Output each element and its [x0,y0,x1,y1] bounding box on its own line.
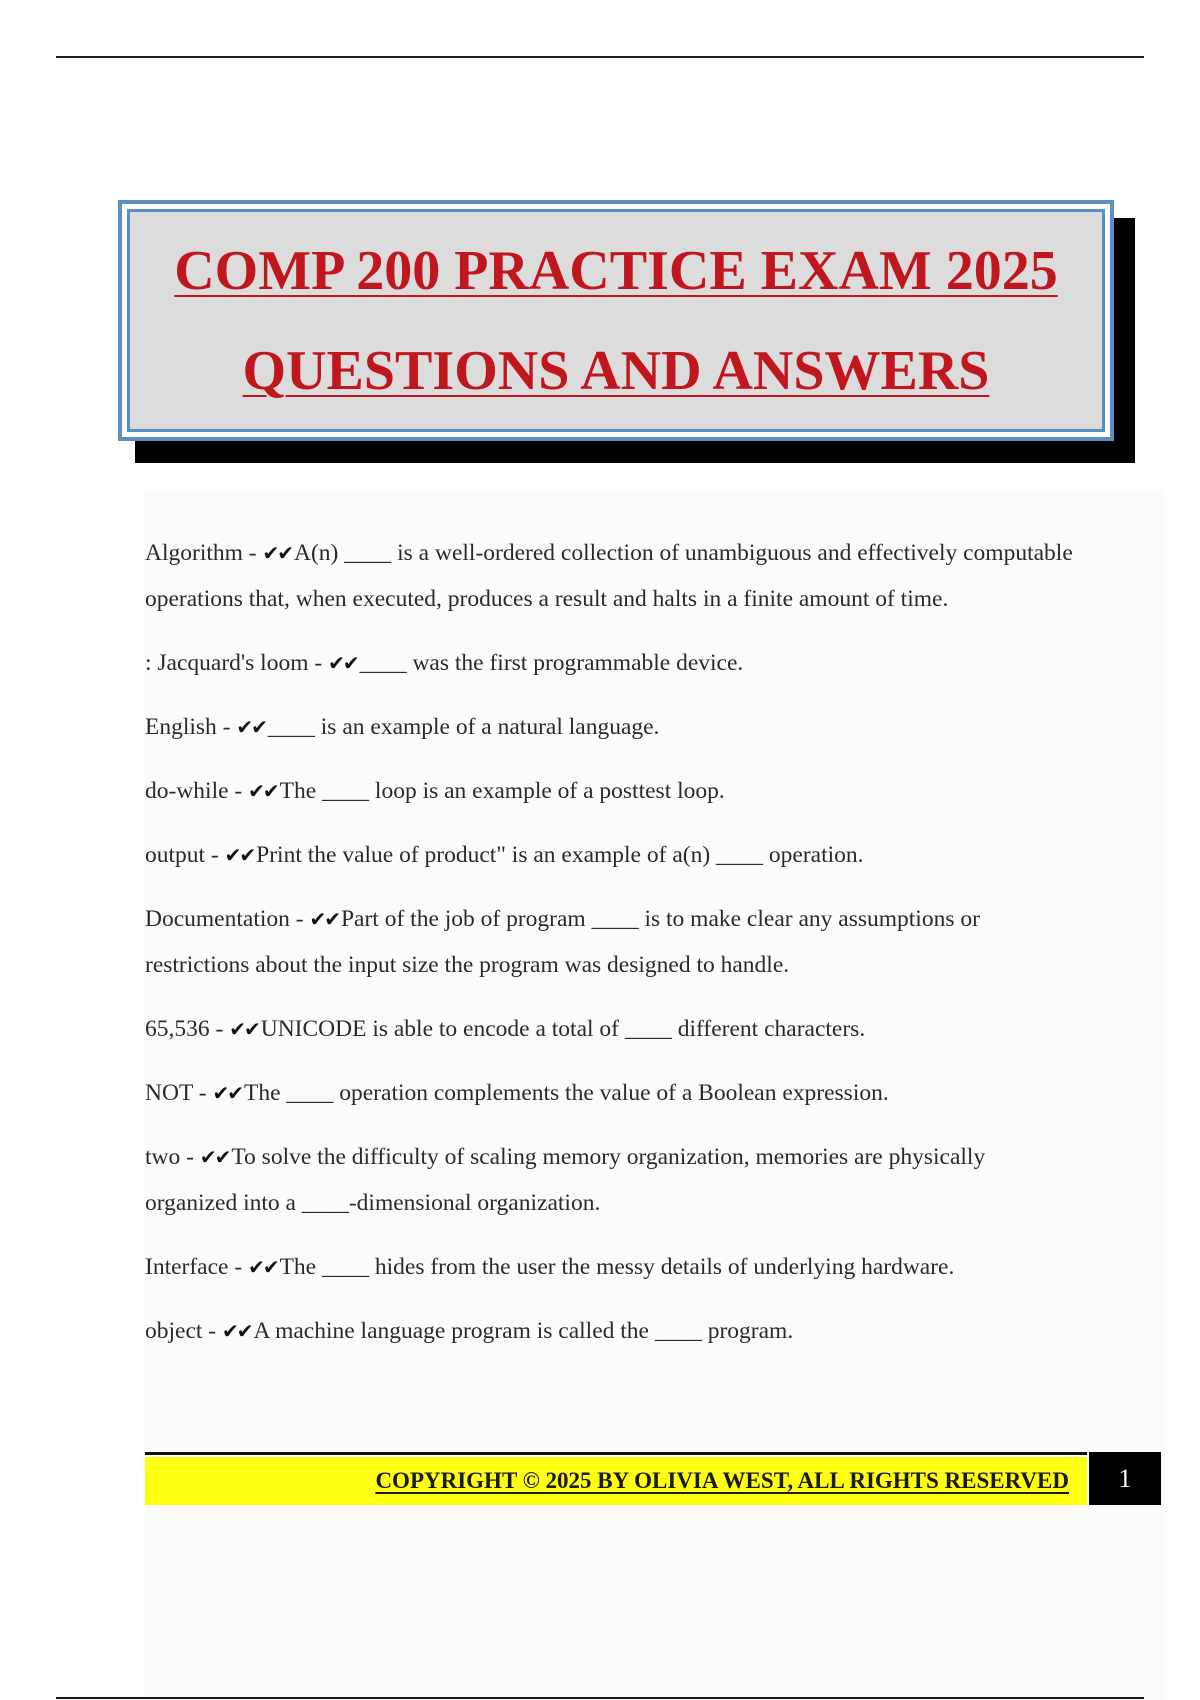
qa-item [145,640,1080,686]
qa-question: ____ was the first programmable device. [359,650,744,676]
checkmark-icon: ✔✔ [248,1255,278,1279]
checkmark-icon: ✔✔ [262,541,293,565]
copyright-notice: COPYRIGHT © 2025 BY OLIVIA WEST, ALL RIGHTS RESERVED [375,1468,1069,1493]
title-line-1: COMP 200 PRACTICE EXAM 2025 [174,239,1058,302]
qa-item [145,1006,1080,1052]
checkmark-icon: ✔✔ [222,1319,252,1343]
qa-item [145,704,1080,750]
qa-item [145,1134,1080,1226]
qa-item [145,768,1080,814]
top-rule [56,56,1144,58]
checkmark-icon: ✔✔ [212,1081,242,1105]
qa-list [145,530,1080,1372]
checkmark-icon: ✔✔ [229,1017,259,1041]
qa-question: The ____ hides from the user the messy details of underlying hardware. [279,1254,955,1280]
checkmark-icon: ✔✔ [236,715,266,739]
qa-question: UNICODE is able to encode a total of ____ different characters. [260,1016,866,1042]
qa-answer: 65,536 - [145,1016,230,1042]
qa-item [145,1244,1080,1290]
title-inner [127,209,1105,432]
qa-item [145,1070,1080,1116]
qa-question: Print the value of product" is an example of a(n) ____ operation. [256,842,864,868]
footer-band [145,1457,1087,1505]
qa-question: The ____ loop is an example of a posttest loop. [279,778,725,804]
footer-rule [145,1452,1087,1455]
title-line-2: QUESTIONS AND ANSWERS [242,339,990,402]
qa-question: To solve the difficulty of scaling memory organization, memories are physically organized into a ____-dimensional organization. [145,1144,986,1216]
qa-question: Part of the job of program ____ is to make clear any assumptions or restrictions about the input size the program was designed to handle. [145,906,980,978]
qa-item [145,530,1080,622]
checkmark-icon: ✔✔ [309,907,339,931]
checkmark-icon: ✔✔ [199,1145,230,1169]
qa-question: A machine language program is called the ____ program. [253,1318,794,1344]
page-number: 1 [1089,1452,1161,1505]
qa-item [145,1308,1080,1354]
qa-question: ____ is an example of a natural language. [267,714,660,740]
checkmark-icon: ✔✔ [248,779,278,803]
qa-answer: NOT - [145,1080,213,1106]
qa-item [145,832,1080,878]
qa-question: The ____ operation complements the value of a Boolean expression. [243,1080,889,1106]
checkmark-icon: ✔✔ [328,651,358,675]
title-box [118,200,1114,441]
qa-answer: English - [145,714,237,740]
qa-answer: do-while - [145,778,249,804]
qa-question: A(n) ____ is a well-ordered collection of unambiguous and effectively computable operations that, when executed, produces a result and halts in a finite amount of time. [145,540,1073,612]
qa-answer: : Jacquard's loom - [145,650,329,676]
qa-answer: two - [145,1144,200,1170]
qa-answer: object - [145,1318,222,1344]
qa-answer: output - [145,842,225,868]
bottom-rule [56,1697,1144,1699]
qa-answer: Algorithm - [145,540,263,566]
qa-item [145,896,1080,988]
checkmark-icon: ✔✔ [224,843,255,867]
qa-answer: Documentation - [145,906,310,932]
qa-answer: Interface - [145,1254,249,1280]
